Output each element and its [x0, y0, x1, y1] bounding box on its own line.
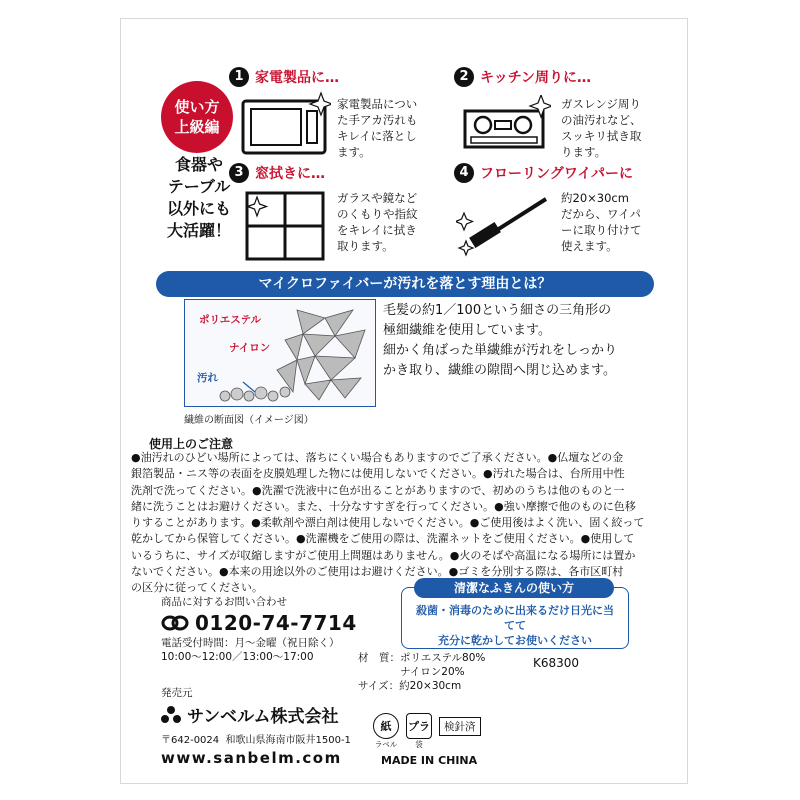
use-1-desc-line: キレイに落とし — [337, 129, 417, 143]
material-line: 材 質：ポリエステル80% — [358, 652, 486, 664]
fiber-text-line: 細かく角ばった単繊維が汚れをしっかり — [383, 343, 618, 358]
side-text-line: 大活躍！ — [166, 221, 231, 240]
contact-label: 商品に対するお問い合わせ — [161, 596, 287, 608]
plastic-recycle-mark — [406, 713, 432, 750]
notes-body — [131, 450, 679, 597]
floor-wiper-icon — [456, 191, 556, 261]
fiber-description — [383, 301, 653, 381]
usage-badge-line2: 上級編 — [174, 118, 220, 136]
notes-line: 銀箔製品・ニス等の表面を皮膜処理した物には使用しないでください。●汚れた場合は、台所用中性 — [131, 467, 625, 481]
notes-line: 緒に洗うことはお避けください。また、十分なすすぎを行ってください。●強い摩擦で他のものに色移 — [131, 499, 636, 513]
seller-label: 発売元 — [161, 687, 193, 699]
clean-text-line: 殺菌・消毒のために出来るだけ日光に当てて — [416, 604, 614, 632]
fiber-text-line: 毛髪の約1／100という細さの三角形の — [383, 303, 612, 318]
use-4-title: フローリングワイパーに — [480, 166, 634, 182]
use-1-desc-line: 家電製品につい — [337, 97, 418, 111]
use-3-title: 窓拭きに… — [255, 166, 325, 182]
side-text-line: 食器や — [174, 155, 223, 174]
material-info — [358, 651, 485, 693]
use-1-desc — [337, 96, 417, 160]
fiber-text-line: かき取り、繊維の隙間へ閉じ込めます。 — [383, 363, 616, 378]
use-1-number: 1 — [229, 67, 249, 87]
paper-recycle-icon: 紙 — [373, 713, 399, 739]
use-4-desc-line: ーに取り付けて — [561, 223, 642, 237]
fiber-text-line: 極細繊維を使用しています。 — [383, 323, 551, 338]
notes-line: ●油汚れのひどい場所によっては、落ちにくい場合もありますのでご了承ください。●仏壇などの金 — [131, 451, 624, 464]
usage-badge — [161, 81, 233, 153]
use-3-desc-line: をキレイに拭き — [337, 223, 417, 237]
paper-recycle-mark — [373, 713, 399, 750]
use-4-desc-line: 約20×30cm — [561, 191, 629, 205]
hours-line: 電話受付時間：月〜金曜（祝日除く） — [161, 637, 340, 649]
phone-hours — [161, 636, 340, 664]
fiber-caption: 繊維の断面図（イメージ図） — [184, 415, 314, 426]
use-2-title: キッチン周りに… — [480, 70, 592, 86]
hours-line: 10:00〜12:00／13:00〜17:00 — [161, 651, 314, 663]
use-3-desc-line: ガラスや鏡など — [337, 191, 418, 205]
use-2-desc-line: の油汚れなど、 — [561, 113, 642, 127]
notes-line: 乾かしてから保管してください。●洗濯機をご使用の際は、洗濯ネットをご使用ください。●使用して — [131, 532, 635, 546]
use-2-desc-line: スッキリ拭き取 — [561, 129, 642, 143]
notes-line: りすることがあります。●柔軟剤や漂白剤は使用しないでください。●ご使用後はよく洗い、固く絞って — [131, 516, 645, 530]
material-line: ナイロン20% — [358, 666, 465, 678]
company-address: 〒642-0024 和歌山県海南市阪井1500-1 — [161, 735, 351, 746]
company-logo-icon — [161, 705, 181, 725]
phone-number — [161, 611, 357, 635]
notes-line: 洗剤で洗ってください。●洗濯で洗液中に色が出ることがありますので、初めのうちは他のものと一 — [131, 483, 625, 497]
material-line: サイズ：約20×30cm — [358, 680, 462, 692]
notes-title: 使用上のご注意 — [149, 437, 234, 451]
clean-text-line: 充分に乾かしてお使いください — [438, 634, 592, 647]
usage-badge-line1: 使い方 — [174, 98, 220, 116]
paper-recycle-label: ラベル — [374, 740, 398, 749]
window-icon — [239, 187, 331, 263]
label-nylon: ナイロン — [229, 342, 271, 354]
clean-cloth-text — [411, 603, 619, 648]
clean-cloth-title: 清潔なふきんの使い方 — [414, 578, 614, 598]
plastic-recycle-icon: プラ — [406, 713, 432, 739]
label-polyester: ポリエステル — [199, 314, 262, 326]
use-2-desc — [561, 96, 642, 160]
use-1-desc-line: ます。 — [337, 145, 371, 159]
plastic-recycle-label: 袋 — [415, 740, 423, 749]
free-dial-icon — [161, 614, 189, 632]
needle-inspected-badge: 検針済 — [439, 717, 481, 736]
use-2-desc-line: ガスレンジ周り — [561, 97, 641, 111]
notes-line: ないでください。●本来の用途以外のご使用はお避けください。●ゴミを分別する際は、各市区町村 — [131, 565, 624, 579]
use-3-desc — [337, 190, 418, 254]
use-4-desc-line: 使えます。 — [561, 239, 618, 253]
use-2-desc-line: ります。 — [561, 145, 607, 159]
use-4-desc-line: だから、ワイパ — [561, 207, 641, 221]
notes-line: いるうちに、サイズが収縮しますがご使用上問題はありません。●火のそばや高温になる場所には置か — [131, 548, 636, 562]
phone-text: 0120-74-7714 — [195, 611, 357, 635]
fiber-cross-section — [184, 299, 376, 407]
use-2-number: 2 — [454, 67, 474, 87]
side-text-line: 以外にも — [166, 199, 231, 218]
company-logo — [161, 702, 338, 727]
use-1-title: 家電製品に… — [255, 70, 339, 86]
use-4-number: 4 — [454, 163, 474, 183]
notes-line: の区分に従ってください。 — [131, 581, 263, 595]
use-4-desc — [561, 190, 642, 254]
company-name: サンベルム株式会社 — [187, 707, 339, 727]
use-1-desc-line: た手アカ汚れも — [337, 113, 418, 127]
made-in: MADE IN CHINA — [381, 754, 478, 767]
microfiber-banner: マイクロファイバーが汚れを落とす理由とは？ — [156, 271, 654, 297]
label-dirt: 汚れ — [197, 372, 218, 384]
side-text-line: テーブル — [167, 177, 231, 196]
product-code: K68300 — [533, 656, 580, 670]
gas-stove-icon — [461, 95, 551, 157]
use-3-desc-line: のくもりや指紋 — [337, 207, 418, 221]
package-back — [120, 18, 688, 784]
use-3-number: 3 — [229, 163, 249, 183]
company-url: www.sanbelm.com — [161, 749, 342, 767]
microwave-icon — [239, 91, 331, 157]
use-3-desc-line: 取ります。 — [337, 239, 394, 253]
